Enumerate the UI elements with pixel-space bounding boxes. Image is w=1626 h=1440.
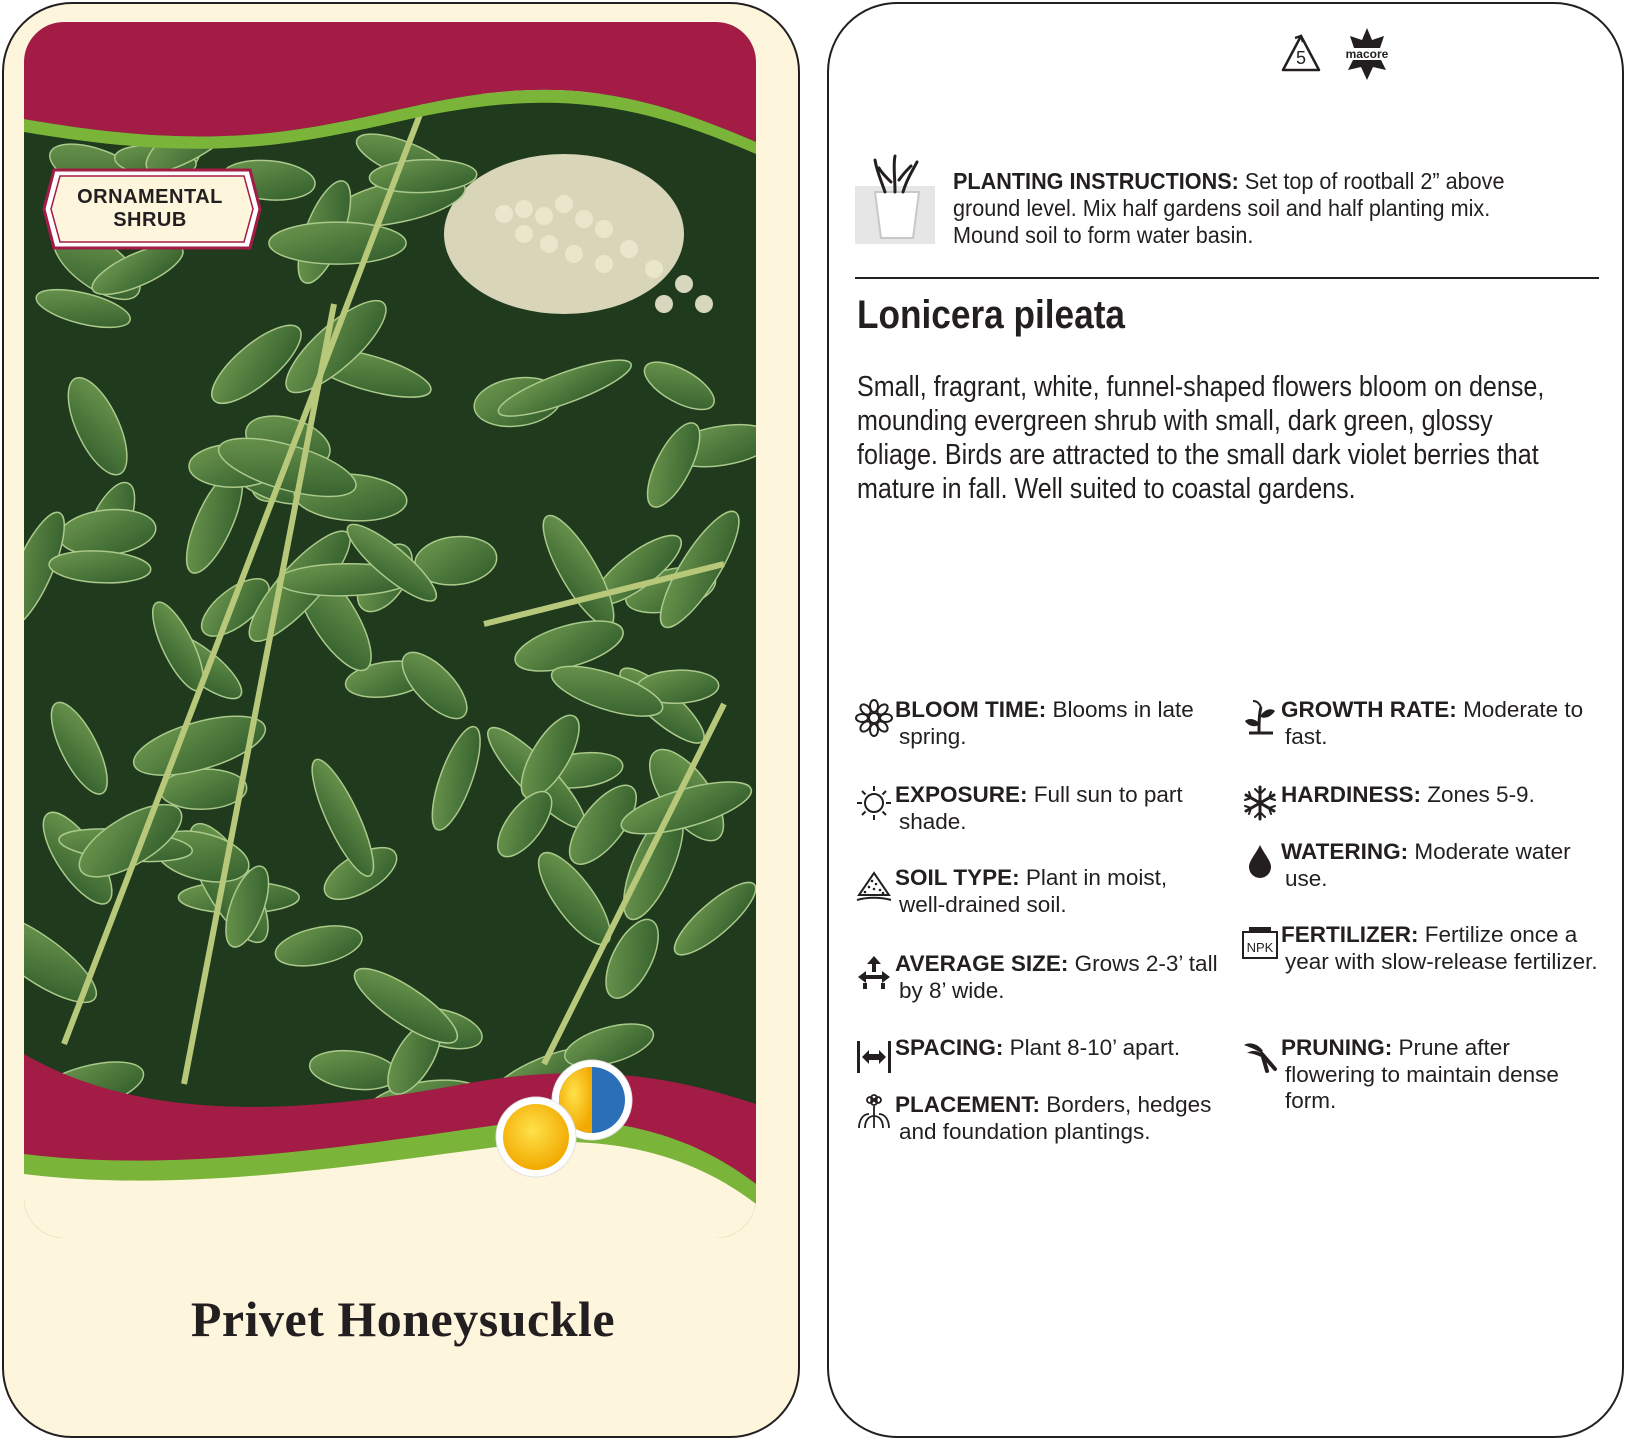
soil-type-label: SOIL TYPE:	[895, 865, 1020, 890]
hardiness-label: HARDINESS:	[1281, 782, 1422, 807]
placement-text: Borders, hedges and foundation plantings.	[899, 1092, 1212, 1144]
growth-rate-text: Moderate to fast.	[1285, 697, 1584, 749]
fertilizer-label: FERTILIZER:	[1281, 922, 1419, 947]
category-line2: SHRUB	[113, 209, 187, 231]
botanical-name: Lonicera pileata	[857, 293, 1126, 337]
planting-icon	[855, 152, 935, 248]
npk-icon	[1241, 924, 1279, 962]
sun-icon	[855, 784, 893, 822]
watering-label: WATERING:	[1281, 839, 1409, 864]
pruning-label: PRUNING:	[1281, 1035, 1393, 1060]
hardiness-text: Zones 5-9.	[1421, 782, 1535, 807]
spacing-text: Plant 8-10’ apart.	[1003, 1035, 1181, 1060]
exposure-label: EXPOSURE:	[895, 782, 1028, 807]
pruners-icon	[1241, 1037, 1279, 1075]
bloom-time-text: Blooms in late spring.	[899, 697, 1194, 749]
category-badge	[40, 170, 260, 248]
spacing-label: SPACING:	[895, 1035, 1004, 1060]
recycle-number: 5	[1295, 48, 1307, 68]
leaf-shape	[269, 222, 406, 264]
sprout-icon	[1241, 699, 1279, 737]
soil-icon	[855, 867, 893, 905]
macore-logo	[1334, 26, 1400, 84]
size-icon	[855, 953, 893, 991]
spacing-icon	[855, 1037, 893, 1075]
flower-icon	[855, 699, 893, 737]
pruning-text: Prune after flowering to maintain dense form.	[1285, 1035, 1559, 1113]
category-line1: ORNAMENTAL	[77, 186, 223, 208]
full-sun-icon	[496, 1097, 576, 1177]
soil-type-text: Plant in moist, well-drained soil.	[899, 865, 1168, 917]
exposure-text: Full sun to part shade.	[899, 782, 1183, 834]
divider	[855, 277, 1599, 279]
common-name: Privet Honeysuckle	[190, 1291, 616, 1347]
snowflake-icon	[1241, 784, 1279, 822]
plant-description: Small, fragrant, white, funnel-shaped flowers bloom on dense, mounding evergreen shrub with small, dark green, glossy foliage. Birds are attracted to the small dark violet berries that mature in fall. Well suited to coastal gardens.	[857, 371, 1545, 505]
average-size-text: Grows 2-3’ tall by 8’ wide.	[899, 951, 1218, 1003]
average-size-label: AVERAGE SIZE:	[895, 951, 1069, 976]
planting-label: PLANTING INSTRUCTIONS:	[953, 168, 1239, 194]
watering-text: Moderate water use.	[1285, 839, 1571, 891]
water-drop-icon	[1241, 841, 1279, 879]
recycle-icon	[1275, 32, 1327, 80]
back-card	[827, 2, 1624, 1438]
placement-icon	[855, 1094, 893, 1132]
growth-rate-label: GROWTH RATE:	[1281, 697, 1457, 722]
fertilizer-text: Fertilize once a year with slow-release fertilizer.	[1285, 922, 1598, 974]
macore-text: macore	[1345, 47, 1389, 61]
npk-text: NPK	[1246, 940, 1274, 955]
front-card	[2, 2, 800, 1438]
placement-label: PLACEMENT:	[895, 1092, 1040, 1117]
planting-instructions	[953, 168, 1542, 249]
planting-text: Set top of rootball 2” above ground level. Mix half gardens soil and half planting mix. Mound soil to form water basin.	[953, 168, 1505, 248]
bloom-time-label: BLOOM TIME:	[895, 697, 1047, 722]
